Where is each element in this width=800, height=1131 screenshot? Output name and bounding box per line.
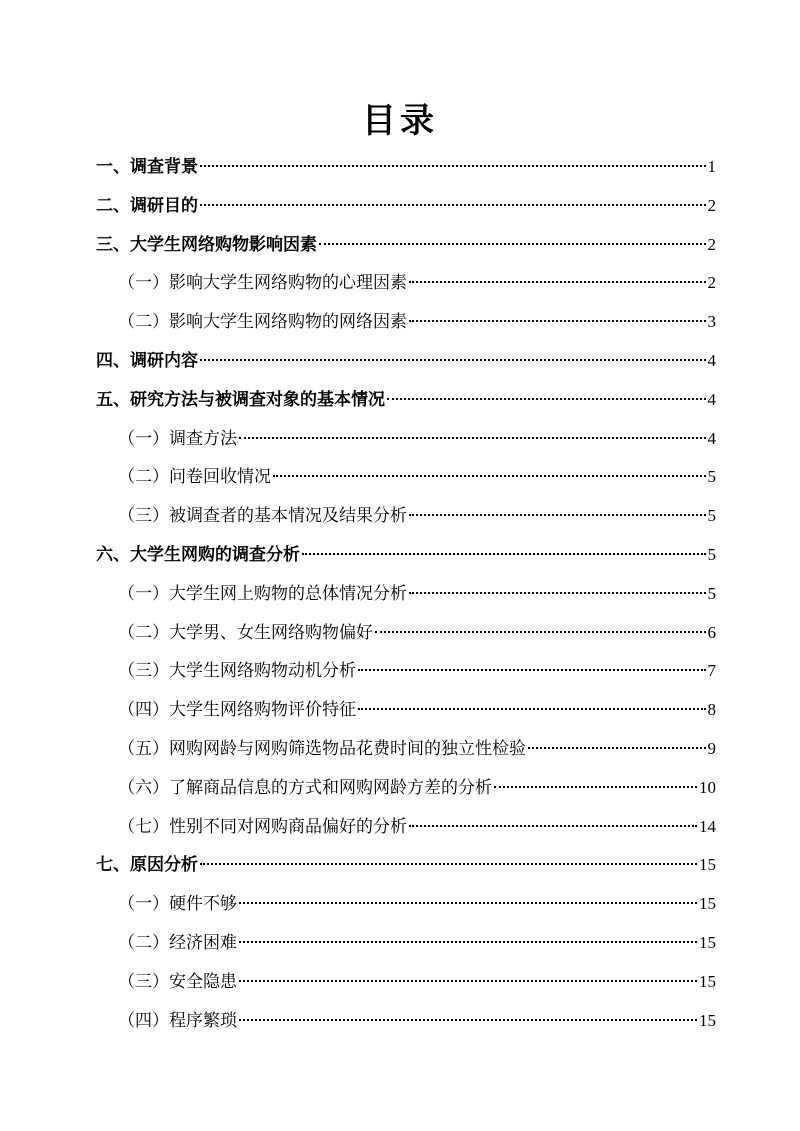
toc-dot-leader [409, 825, 697, 827]
toc-entry[interactable] [96, 691, 716, 730]
toc-entry-page-number: 15 [699, 894, 716, 914]
toc-entry-label: （五）网购网龄与网购筛选物品花费时间的独立性检验 [118, 738, 526, 759]
toc-entry-label: （七）性别不同对网购商品偏好的分析 [118, 816, 407, 837]
toc-dot-leader [528, 747, 706, 749]
toc-entry-page-number: 5 [707, 506, 716, 526]
toc-entry-page-number: 3 [707, 312, 716, 332]
table-of-contents [96, 148, 716, 1040]
toc-entry-label: （三）大学生网络购物动机分析 [118, 661, 356, 682]
toc-entry-page-number: 10 [699, 777, 716, 797]
toc-dot-leader [409, 320, 706, 322]
toc-entry[interactable] [96, 187, 716, 226]
toc-entry[interactable] [96, 420, 716, 459]
toc-entry[interactable] [96, 1002, 716, 1041]
toc-entry[interactable] [96, 226, 716, 265]
toc-entry[interactable] [96, 536, 716, 575]
toc-entry-label: （一）大学生网上购物的总体情况分析 [118, 583, 407, 604]
toc-entry-page-number: 5 [707, 467, 716, 487]
toc-entry-label: 五、研究方法与被调查对象的基本情况 [96, 389, 385, 410]
toc-entry-page-number: 2 [707, 273, 716, 293]
toc-entry-label: （二）大学男、女生网络购物偏好 [118, 622, 373, 643]
toc-entry[interactable] [96, 885, 716, 924]
toc-entry-label: （三）安全隐患 [118, 971, 237, 992]
toc-entry-page-number: 4 [707, 389, 716, 409]
toc-entry-page-number: 2 [707, 234, 716, 254]
toc-entry-label: 三、大学生网络购物影响因素 [96, 234, 317, 255]
toc-dot-leader [358, 669, 706, 671]
toc-entry-label: （二）经济困难 [118, 932, 237, 953]
page-title: 目录 [362, 101, 438, 141]
toc-entry-page-number: 8 [707, 700, 716, 720]
toc-dot-leader [239, 902, 697, 904]
toc-entry[interactable] [96, 808, 716, 847]
toc-entry-page-number: 9 [707, 738, 716, 758]
toc-entry-label: 一、调查背景 [96, 157, 198, 177]
toc-dot-leader [319, 243, 706, 245]
toc-entry[interactable] [96, 303, 716, 342]
toc-entry-page-number: 15 [699, 932, 716, 952]
toc-entry-label: （六）了解商品信息的方式和网购网龄方差的分析 [118, 777, 492, 798]
toc-entry[interactable] [96, 264, 716, 303]
toc-dot-leader [302, 553, 706, 555]
toc-entry[interactable] [96, 148, 716, 187]
toc-entry-label: （一）调查方法 [118, 428, 237, 449]
toc-dot-leader [273, 475, 706, 477]
toc-entry[interactable] [96, 575, 716, 614]
toc-entry-label: （二）问卷回收情况 [118, 467, 271, 488]
toc-entry[interactable] [96, 769, 716, 808]
toc-entry-label: （四）大学生网络购物评价特征 [118, 700, 356, 721]
toc-entry[interactable] [96, 924, 716, 963]
toc-dot-leader [239, 941, 697, 943]
toc-dot-leader [200, 863, 697, 865]
toc-dot-leader [375, 631, 706, 633]
toc-entry[interactable] [96, 342, 716, 381]
toc-entry-label: （二）影响大学生网络购物的网络因素 [118, 312, 407, 333]
toc-entry-page-number: 7 [707, 661, 716, 681]
toc-entry-label: 二、调研目的 [96, 195, 198, 216]
toc-entry-label: 六、大学生网购的调查分析 [96, 544, 300, 565]
toc-entry-label: （三）被调查者的基本情况及结果分析 [118, 506, 407, 527]
toc-entry[interactable] [96, 730, 716, 769]
toc-entry-page-number: 1 [707, 157, 716, 176]
toc-dot-leader [409, 281, 706, 283]
toc-dot-leader [239, 437, 706, 439]
toc-dot-leader [200, 204, 706, 206]
toc-entry-page-number: 14 [699, 816, 716, 836]
toc-entry-page-number: 6 [707, 622, 716, 642]
toc-entry[interactable] [96, 458, 716, 497]
toc-dot-leader [200, 359, 706, 361]
toc-entry-page-number: 2 [707, 195, 716, 215]
toc-dot-leader [409, 592, 706, 594]
toc-entry-page-number: 5 [707, 583, 716, 603]
toc-entry[interactable] [96, 652, 716, 691]
toc-entry-page-number: 4 [707, 428, 716, 448]
toc-dot-leader [387, 398, 706, 400]
toc-entry-page-number: 15 [699, 855, 716, 875]
toc-entry-page-number: 4 [707, 350, 716, 370]
toc-dot-leader [200, 165, 706, 167]
toc-entry-label: （一）影响大学生网络购物的心理因素 [118, 273, 407, 294]
toc-dot-leader [239, 980, 697, 982]
toc-entry-label: 四、调研内容 [96, 350, 198, 371]
toc-entry-label: （一）硬件不够 [118, 894, 237, 915]
toc-dot-leader [239, 1019, 697, 1021]
toc-entry-label: 七、原因分析 [96, 855, 198, 876]
toc-entry[interactable] [96, 614, 716, 653]
toc-entry[interactable] [96, 497, 716, 536]
toc-entry-page-number: 15 [699, 1010, 716, 1030]
toc-entry[interactable] [96, 846, 716, 885]
toc-dot-leader [494, 786, 697, 788]
toc-dot-leader [358, 708, 706, 710]
toc-dot-leader [409, 514, 706, 516]
toc-entry[interactable] [96, 381, 716, 420]
toc-entry-label: （四）程序繁琐 [118, 1010, 237, 1031]
toc-entry-page-number: 5 [707, 544, 716, 564]
toc-entry[interactable] [96, 963, 716, 1002]
toc-entry-page-number: 15 [699, 971, 716, 991]
